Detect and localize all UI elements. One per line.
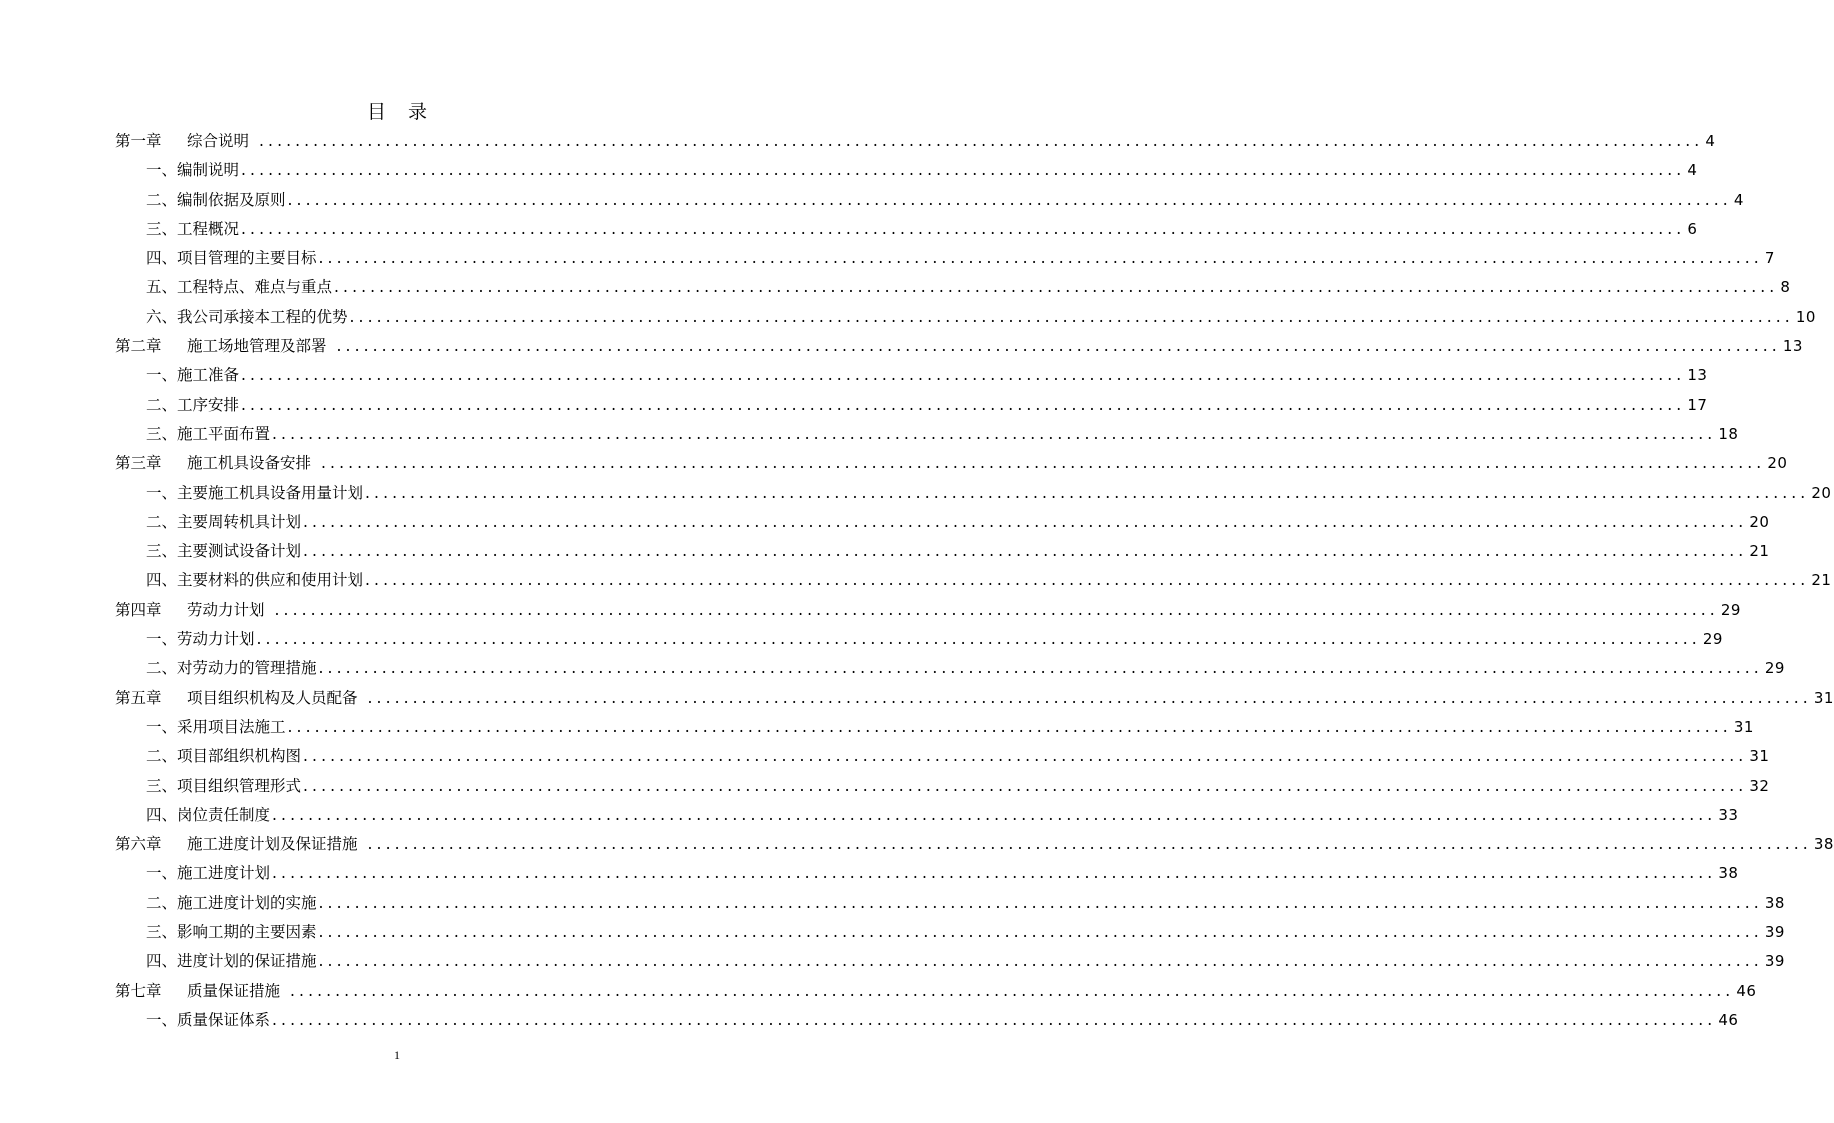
toc-section-entry[interactable] [115,186,1744,215]
toc-section-entry[interactable] [115,859,1739,888]
toc-chapter-entry[interactable] [115,127,1716,156]
toc-page-number: 46 [1736,981,1757,1000]
toc-entry-title: 二、项目部组织机构图 [146,747,302,766]
toc-title: 目录 [366,101,449,123]
toc-page-number: 18 [1718,424,1739,443]
toc-entry-title: 施工场地管理及部署 [187,337,327,356]
toc-dot-leader: ................................................................................................................................................................ [321,454,1766,473]
toc-page-number: 4 [1705,132,1716,150]
toc-page-number: 20 [1767,454,1788,473]
toc-page-number: 29 [1764,659,1785,678]
toc-entry-title: 四、主要材料的供应和使用计划 [146,571,364,590]
toc-entry-title: 一、主要施工机具设备用量计划 [146,483,364,502]
toc-entry-title: 四、进度计划的保证措施 [146,952,317,971]
toc-page-number: 31 [1733,717,1754,736]
toc-dot-leader: ................................................................................................................................................................ [365,483,1810,502]
toc-page-number: 21 [1749,542,1770,561]
toc-page-number: 38 [1813,835,1834,854]
toc-dot-leader: ................................................................................................................................................................ [272,805,1717,824]
toc-section-entry[interactable] [115,391,1708,420]
toc-dot-leader: ................................................................................................................................................................ [303,512,1748,531]
toc-dot-leader: ................................................................................................................................................................ [272,864,1717,883]
table-of-contents [115,127,1834,1035]
toc-dot-leader: ................................................................................................................................................................ [272,424,1717,443]
toc-section-entry[interactable] [115,801,1739,830]
toc-chapter-number: 第四章 [115,600,162,619]
toc-dot-leader: ................................................................................................................................................................ [241,366,1686,385]
toc-dot-leader: ................................................................................................................................................................ [318,952,1763,971]
toc-dot-leader: ................................................................................................................................................................ [318,923,1763,942]
toc-page-number: 32 [1749,776,1770,795]
toc-chapter-number: 第三章 [115,454,162,473]
toc-section-entry[interactable] [115,273,1791,302]
toc-section-entry[interactable] [115,361,1708,390]
toc-section-entry[interactable] [115,1006,1739,1035]
toc-entry-title: 三、施工平面布置 [146,424,271,443]
toc-page-number: 4 [1733,190,1744,209]
toc-entry-title: 四、项目管理的主要目标 [146,249,317,268]
toc-dot-leader: ................................................................................................................................................................ [365,571,1810,590]
toc-chapter-entry[interactable] [115,977,1757,1006]
toc-entry-title: 施工进度计划及保证措施 [187,835,358,854]
toc-entry-title: 二、工序安排 [146,395,240,414]
toc-chapter-entry[interactable] [115,332,1803,361]
toc-entry-title: 三、主要测试设备计划 [146,542,302,561]
toc-page-number: 4 [1687,161,1698,180]
toc-entry-title: 一、施工进度计划 [146,864,271,883]
toc-entry-title: 二、对劳动力的管理措施 [146,659,317,678]
toc-entry-title: 四、岗位责任制度 [146,805,271,824]
toc-page-number: 7 [1764,249,1775,268]
toc-page-number: 17 [1687,395,1708,414]
toc-page-number: 31 [1749,747,1770,766]
toc-chapter-number: 第一章 [115,132,162,150]
toc-page-number: 38 [1718,864,1739,883]
toc-chapter-entry[interactable] [115,449,1788,478]
toc-section-entry[interactable] [115,713,1754,742]
toc-entry-title: 一、施工准备 [146,366,240,385]
toc-dot-leader: ................................................................................................................................................................ [303,542,1748,561]
toc-dot-leader: ................................................................................................................................................................ [318,249,1763,268]
toc-dot-leader: ................................................................................................................................................................ [318,659,1763,678]
toc-page-number: 46 [1718,1010,1739,1029]
toc-section-entry[interactable] [115,508,1770,537]
toc-page-number: 29 [1720,600,1741,619]
toc-section-entry[interactable] [115,420,1739,449]
toc-section-entry[interactable] [115,654,1785,683]
toc-entry-title: 质量保证措施 [187,981,281,1000]
toc-entry-title: 三、项目组织管理形式 [146,776,302,795]
toc-dot-leader: ................................................................................................................................................................ [349,307,1794,326]
toc-entry-title: 项目组织机构及人员配备 [187,688,358,707]
toc-dot-leader: ................................................................................................................................................................ [303,776,1748,795]
toc-chapter-entry[interactable] [115,830,1834,859]
toc-section-entry[interactable] [115,156,1698,185]
toc-section-entry[interactable] [115,537,1770,566]
toc-section-entry[interactable] [115,479,1832,508]
toc-dot-leader: ................................................................................................................................................................ [287,190,1732,209]
toc-entry-title: 一、采用项目法施工 [146,717,286,736]
toc-page-number: 8 [1780,278,1791,297]
toc-section-entry[interactable] [115,947,1785,976]
toc-chapter-entry[interactable] [115,684,1834,713]
toc-entry-title: 一、质量保证体系 [146,1010,271,1029]
toc-dot-leader: ................................................................................................................................................................ [336,337,1781,356]
toc-entry-title: 综合说明 [187,132,250,150]
toc-dot-leader: ................................................................................................................................................................ [287,717,1732,736]
toc-section-entry[interactable] [115,244,1775,273]
toc-entry-title: 二、施工进度计划的实施 [146,893,317,912]
toc-dot-leader: ................................................................................................................................................................ [241,395,1686,414]
toc-section-entry[interactable] [115,566,1832,595]
page-number: 1 [394,1048,400,1062]
toc-entry-title: 二、编制依据及原则 [146,190,286,209]
toc-entry-title: 三、工程概况 [146,219,240,238]
toc-dot-leader: ................................................................................................................................................................ [334,278,1779,297]
toc-dot-leader: ................................................................................................................................................................ [303,747,1748,766]
toc-dot-leader: ................................................................................................................................................................ [272,1010,1717,1029]
toc-page-number: 10 [1795,307,1816,326]
toc-section-entry[interactable] [115,303,1816,332]
toc-dot-leader: ................................................................................................................................................................ [367,688,1812,707]
toc-chapter-number: 第五章 [115,688,162,707]
toc-section-entry[interactable] [115,742,1770,771]
toc-section-entry[interactable] [115,772,1770,801]
toc-chapter-number: 第六章 [115,835,162,854]
toc-page-number: 13 [1687,366,1708,385]
toc-entry-title: 六、我公司承接本工程的优势 [146,307,348,326]
toc-entry-title: 劳动力计划 [187,600,265,619]
toc-entry-title: 三、影响工期的主要因素 [146,923,317,942]
toc-page-number: 20 [1749,512,1770,531]
toc-section-entry[interactable] [115,918,1785,947]
toc-entry-title: 二、主要周转机具计划 [146,512,302,531]
toc-page-number: 21 [1811,571,1832,590]
toc-dot-leader: ................................................................................................................................................................ [241,161,1686,180]
toc-page-number: 39 [1764,923,1785,942]
toc-entry-title: 五、工程特点、难点与重点 [146,278,333,297]
toc-entry-title: 一、劳动力计划 [146,630,255,649]
toc-page-number: 6 [1687,219,1698,238]
toc-dot-leader: ................................................................................................................................................................ [290,981,1735,1000]
toc-dot-leader: ................................................................................................................................................................ [367,835,1812,854]
toc-page-number: 33 [1718,805,1739,824]
toc-page-number: 39 [1764,952,1785,971]
toc-dot-leader: ................................................................................................................................................................ [318,893,1763,912]
toc-page-number: 13 [1782,337,1803,356]
toc-section-entry[interactable] [115,215,1698,244]
toc-chapter-number: 第二章 [115,337,162,356]
toc-entry-title: 施工机具设备安排 [187,454,312,473]
toc-dot-leader: ................................................................................................................................................................ [274,600,1719,619]
toc-page-number: 38 [1764,893,1785,912]
toc-page-number: 31 [1813,688,1834,707]
toc-chapter-number: 第七章 [115,981,162,1000]
toc-chapter-entry[interactable] [115,596,1741,625]
toc-section-entry[interactable] [115,625,1723,654]
toc-page-number: 29 [1702,630,1723,649]
toc-dot-leader: ................................................................................................................................................................ [241,219,1686,238]
toc-dot-leader: ................................................................................................................................................................ [259,132,1704,150]
toc-dot-leader: ................................................................................................................................................................ [256,630,1701,649]
toc-entry-title: 一、编制说明 [146,161,240,180]
toc-page-number: 20 [1811,483,1832,502]
toc-section-entry[interactable] [115,889,1785,918]
